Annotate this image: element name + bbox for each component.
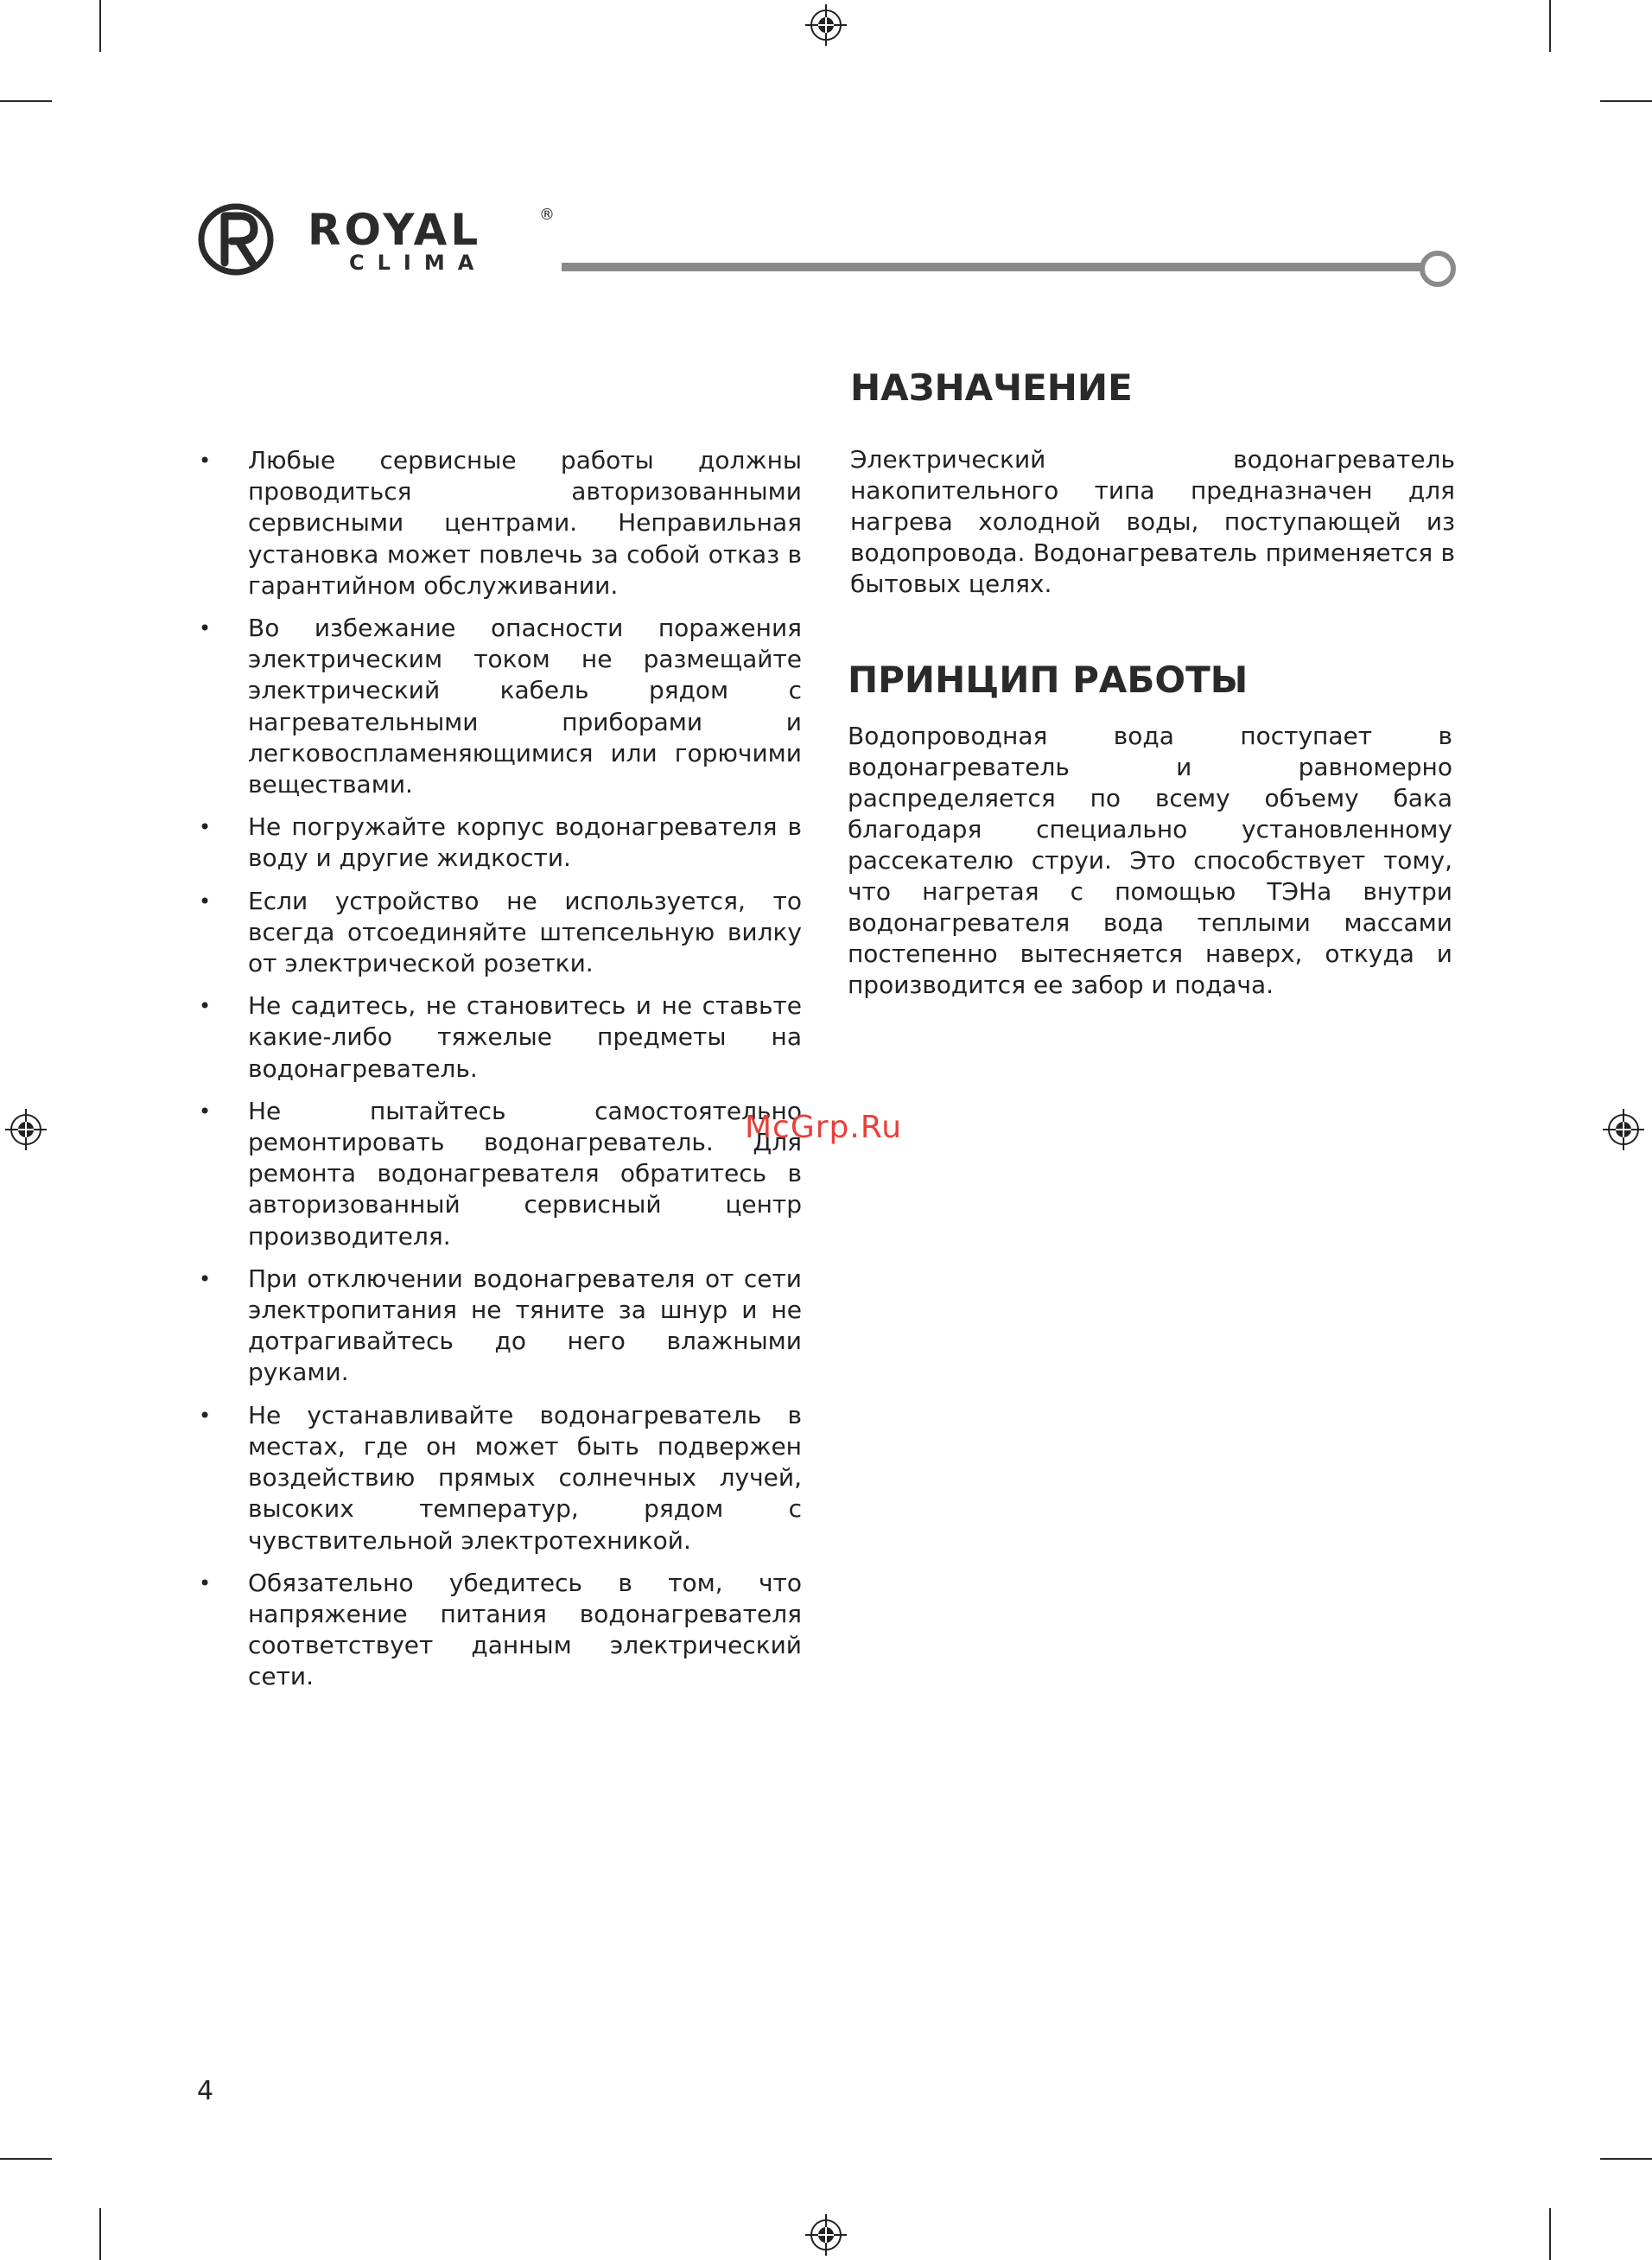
list-item: • Не садитесь, не становитесь и не ставьте какие-либо тяжелые предметы на водонагреватель. — [199, 991, 802, 1083]
list-item: • Не погружайте корпус водонагревателя в воду и другие жидкости. — [199, 812, 802, 873]
crop-mark — [1600, 100, 1652, 102]
bullet-icon: • — [199, 888, 212, 914]
bullet-icon: • — [199, 994, 212, 1019]
header-divider — [562, 263, 1426, 271]
list-item: • Обязательно убедитесь в том, что напряжение питания водонагревателя соответствует данным электрический сети. — [199, 1568, 802, 1691]
crop-mark — [1549, 2208, 1551, 2260]
logo-r-icon — [197, 201, 275, 278]
list-item: • При отключении водонагревателя от сети электропитания не тяните за шнур и не дотрагивайтесь до него влажными руками. — [199, 1264, 802, 1387]
crop-mark — [1600, 2158, 1652, 2160]
brand-registered-mark: ® — [539, 206, 555, 224]
crop-mark — [99, 0, 101, 52]
list-item: • Не устанавливайте водонагреватель в местах, где он может быть подвержен воздействию прямых солнечных лучей, высоких температур, рядом с чувствительной электротехникой. — [199, 1400, 802, 1555]
list-item: • Во избежание опасности поражения электрическим током не размещайте электрический кабель рядом с нагревательными приборами и легковоспламеняющимися или горючими веществами. — [199, 614, 802, 799]
principle-text: Водопроводная вода поступает в водонагреватель и равномерно распределяется по всему объему бака благодаря специально установленному рассекателю струи. Это способствует тому, что нагретая с помощью ТЭНа внутри водонагревателя вода теплыми массами постепенно вытесняется наверх, откуда и производится ее забор и подача. — [848, 722, 1452, 999]
bullet-icon: • — [199, 616, 212, 641]
bullet-icon: • — [199, 815, 212, 840]
principle-title: ПРИНЦИП РАБОТЫ — [848, 659, 1249, 701]
bullet-icon: • — [199, 1266, 212, 1291]
registration-mark-icon — [805, 4, 847, 46]
bullet-icon: • — [199, 1570, 212, 1595]
purpose-text: Электрический водонагреватель накопительного типа предназначен для нагрева холодной воды, поступающей из водопровода. Водонагреватель применяется в бытовых целях. — [850, 445, 1455, 598]
crop-mark — [99, 2208, 101, 2260]
bullet-icon: • — [199, 449, 212, 473]
watermark: McGrp.Ru — [745, 1110, 903, 1145]
list-item: • Если устройство не используется, то всегда отсоединяйте штепсельную вилку от электрической розетки. — [199, 886, 802, 978]
crop-mark — [0, 100, 52, 102]
brand-subtitle: CLIMA — [349, 251, 487, 275]
brand-name: ROYAL — [308, 205, 482, 255]
list-item: • Любые сервисные работы должны проводиться авторизованными сервисными центрами. Неправильная установка может повлечь за собой отказ в гарантийном обслуживании. — [199, 446, 802, 600]
bullet-icon: • — [199, 1098, 212, 1124]
page-number: 4 — [197, 2076, 214, 2106]
safety-list — [197, 445, 802, 1704]
list-item: • Не пытайтесь самостоятельно ремонтировать водонагреватель. Для ремонта водонагревателя обратитесь в авторизованный сервисный центр производителя. — [199, 1096, 802, 1251]
purpose-title: НАЗНАЧЕНИЕ — [850, 366, 1133, 409]
header-divider-end-icon — [1420, 251, 1456, 287]
crop-mark — [1549, 0, 1551, 52]
registration-mark-icon — [5, 1109, 47, 1150]
crop-mark — [0, 2158, 52, 2160]
brand-logo — [197, 201, 560, 280]
registration-mark-icon — [805, 2214, 847, 2256]
registration-mark-icon — [1603, 1109, 1644, 1150]
bullet-icon: • — [199, 1403, 212, 1428]
